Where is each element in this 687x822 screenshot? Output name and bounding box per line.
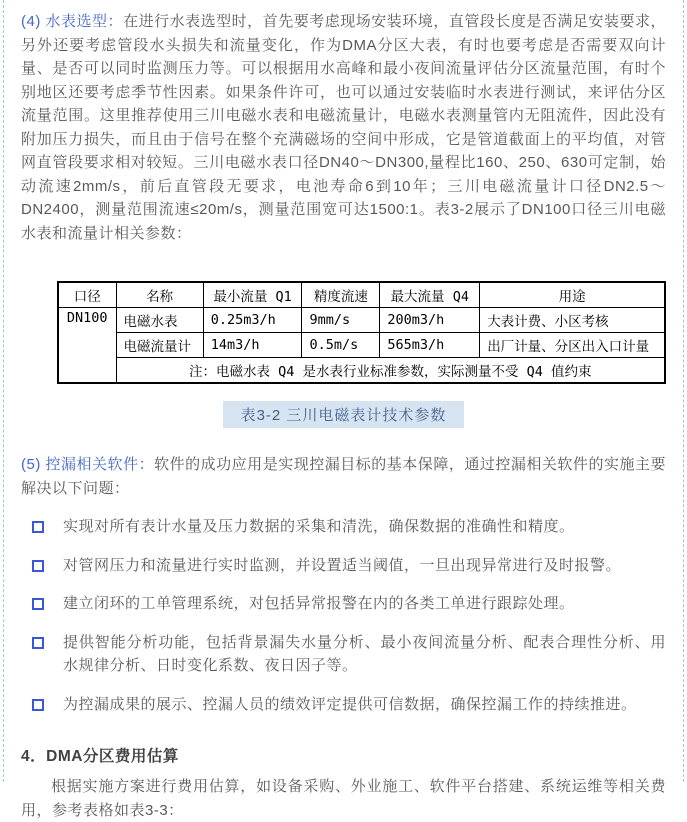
- table-row: [58, 308, 665, 333]
- list-item-text: 对管网压力和流量进行实时监测，并设置适当阈值，一旦出现异常进行及时报警。: [63, 556, 622, 574]
- meter-parameters-table-wrapper: [57, 281, 666, 384]
- square-bullet-icon: [32, 637, 44, 649]
- header-diameter: 口径: [58, 282, 116, 308]
- section-heading-cost-estimate: 4．DMA分区费用估算: [21, 748, 179, 765]
- cell-velocity: 9mm/s: [302, 308, 380, 333]
- header-name: 名称: [116, 282, 203, 308]
- cell-use: 出厂计量、分区出入口计量: [480, 333, 665, 358]
- list-item: [32, 631, 666, 678]
- header-use: 用途: [480, 282, 665, 308]
- square-bullet-icon: [32, 598, 44, 610]
- table-header-row: [58, 282, 665, 308]
- cell-max-flow: 200m3/h: [380, 308, 480, 333]
- section-4-label: (4) 水表选型：: [21, 13, 124, 30]
- section-4-body: 在进行水表选型时，首先要考虑现场安装环境，直管段长度是否满足安装要求，另外还要考虑管段水头损失和流量变化，作为DMA分区大表，有时也要考虑是否需要双向计量、是否可以同时监测压力等。可以根据用水高峰和最小夜间流量评估分区流量范围，有时个别地区还要考虑季节性因素。如果条件许可，也可以通过安装临时水表进行测试，来评估分区流量范围。这里推荐使用三川电磁水表和电磁流量计，电磁水表测量管内无阻流件，因此没有附加压力损失，而且由于信号在整个充满磁场的空间中形成，它是管道截面上的平均值，对管网直管段要求相对较短。三川电磁水表口径DN40～DN300,量程比160、250、630可定制，始动流速2mm/s，前后直管段无要求，电池寿命6到10年；三川电磁流量计口径DN2.5～DN2400，测量范围流速≤20m/s，测量范围宽可达1500:1。表3-2展示了DN100口径三川电磁水表和流量计相关参数：: [21, 13, 666, 242]
- list-item-text: 建立闭环的工单管理系统，对包括异常报警在内的各类工单进行跟踪处理。: [63, 595, 575, 612]
- section-5-label: (5) 控漏相关软件：: [21, 456, 155, 473]
- square-bullet-icon: [32, 699, 44, 711]
- cell-diameter: DN100: [58, 308, 116, 384]
- header-min-flow: 最小流量 Q1: [203, 282, 302, 308]
- cell-max-flow: 565m3/h: [380, 333, 480, 358]
- cell-use: 大表计费、小区考核: [480, 308, 665, 333]
- list-item: [32, 554, 666, 578]
- list-item-text: 提供智能分析功能，包括背景漏失水量分析、最小夜间流量分析、配表合理性分析、用水规律分析、日时变化系数、夜日因子等。: [63, 633, 666, 674]
- cell-note: 注：电磁水表 Q4 是水表行业标准参数，实际测量不受 Q4 值约束: [116, 358, 665, 384]
- document-page: [3, 0, 684, 819]
- cell-name: 电磁流量计: [116, 333, 203, 358]
- list-item: [32, 515, 666, 539]
- software-feature-list: [21, 515, 666, 716]
- cell-velocity: 0.5m/s: [302, 333, 380, 358]
- square-bullet-icon: [32, 560, 44, 572]
- paragraph-leak-control-software: [21, 453, 666, 500]
- list-item: [32, 592, 666, 616]
- header-precision-velocity: 精度流速: [302, 282, 380, 308]
- table-note-row: [58, 358, 665, 384]
- table-caption: 表3-2 三川电磁表计技术参数: [223, 401, 465, 428]
- meter-parameters-table: [57, 281, 666, 384]
- cell-min-flow: 0.25m3/h: [203, 308, 302, 333]
- table-row: [58, 333, 665, 358]
- paragraph-cost-estimate: 根据实施方案进行费用估算，如设备采购、外业施工、软件平台搭建、系统运维等相关费用，参考表格如表3-3：: [21, 778, 666, 819]
- list-item-text: 实现对所有表计水量及压力数据的采集和清洗，确保数据的准确性和精度。: [63, 518, 575, 535]
- cell-name: 电磁水表: [116, 308, 203, 333]
- list-item: [32, 693, 666, 717]
- header-max-flow: 最大流量 Q4: [380, 282, 480, 308]
- square-bullet-icon: [32, 521, 44, 533]
- paragraph-water-meter-selection: [21, 10, 666, 245]
- cell-min-flow: 14m3/h: [203, 333, 302, 358]
- table-caption-row: [21, 401, 666, 428]
- section-5-body: 软件的成功应用是实现控漏目标的基本保障，通过控漏相关软件的实施主要解决以下问题：: [21, 456, 666, 497]
- list-item-text: 为控漏成果的展示、控漏人员的绩效评定提供可信数据，确保控漏工作的持续推进。: [63, 695, 637, 713]
